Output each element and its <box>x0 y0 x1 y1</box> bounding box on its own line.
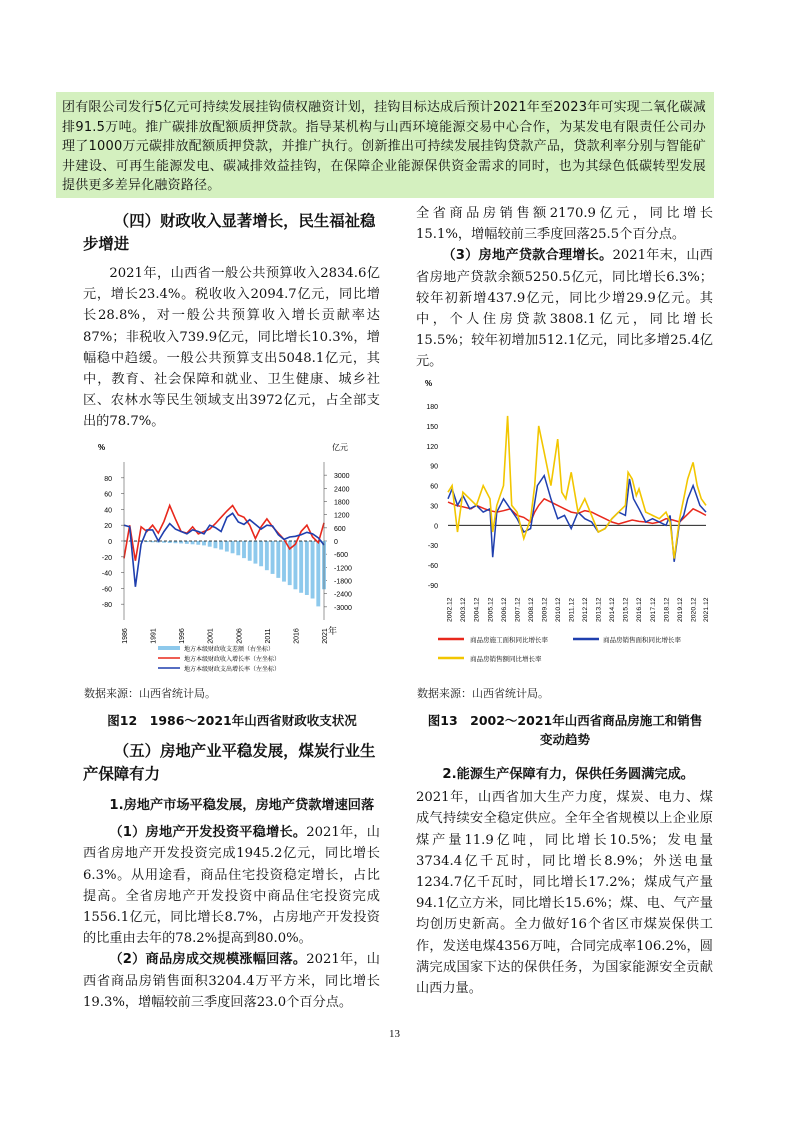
right-tick-label: 2400 <box>334 486 350 494</box>
balance-bar <box>191 541 195 544</box>
x-tick-label: 2010.12 <box>554 597 562 622</box>
x-axis-ticks <box>447 597 710 622</box>
balance-bar <box>253 541 257 564</box>
x-axis-unit: 年 <box>328 626 338 636</box>
left-tick-label: 80 <box>104 475 112 483</box>
left-tick-label: 60 <box>104 491 112 499</box>
left-tick-label: -40 <box>101 570 112 578</box>
x-tick-label: 1986 <box>122 628 129 644</box>
left-tick-label: -80 <box>101 602 112 610</box>
y-tick-label: 30 <box>430 503 438 511</box>
x-tick-label: 2016 <box>293 628 301 644</box>
balance-bar <box>265 541 269 570</box>
x-tick-label: 2014.12 <box>609 597 617 622</box>
x-tick-label: 2002.12 <box>446 597 454 622</box>
subsection-1-heading: 1.房地产市场平稳发展，房地产贷款增速回落 <box>109 798 375 813</box>
paragraph-loans-body: 2021年末，山西省房地产贷款余额5250.5亿元，同比增长6.3%；较年初新增437.9亿元，同比少增29.9亿元。其中，个人住房贷款3808.1亿元，同比增长15.5%；较年初增加512.1亿元，同比多增25.4亿元。 <box>416 248 713 370</box>
chart-12-legend <box>158 645 280 673</box>
balance-bar <box>225 541 229 552</box>
y-tick-label: 90 <box>430 463 438 471</box>
paragraph-sales-continued: 全省商品房销售额2170.9亿元，同比增长15.1%，增幅较前三季度回落25.5个百分点。 <box>416 206 713 243</box>
left-axis-ticks <box>102 476 124 609</box>
balance-bar <box>311 541 315 598</box>
right-tick-label: -600 <box>334 552 349 560</box>
subsection-2-heading: 2.能源生产保障有力，保供任务圆满完成。 <box>442 767 694 782</box>
right-tick-label: 1800 <box>334 499 350 507</box>
left-tick-label: 40 <box>104 507 112 515</box>
x-tick-label: 2006.12 <box>500 597 508 622</box>
balance-bar <box>271 541 275 574</box>
x-tick-label: 2007.12 <box>514 597 522 622</box>
x-tick-label: 2015.12 <box>622 597 630 622</box>
x-tick-label: 2017.12 <box>649 597 657 622</box>
y-tick-label: -90 <box>427 583 438 590</box>
paragraph-sales-body: 2021年，山西省商品房销售面积3204.4万平方米，同比增长19.3%，增幅较前三季度回落23.0个百分点。 <box>83 952 380 1010</box>
fig13-caption-line1: 图13 2002～2021年山西省商品房施工和销售 <box>427 713 703 728</box>
x-tick-label: 2012.12 <box>582 597 590 622</box>
left-axis-unit: % <box>98 443 106 452</box>
right-axis-unit: 亿元 <box>332 443 348 452</box>
fiscal-chart <box>84 440 384 680</box>
legend-swatch-bar <box>158 646 180 650</box>
x-tick-label: 2005.12 <box>487 597 495 622</box>
right-tick-label: 3000 <box>334 473 350 481</box>
balance-bar <box>219 541 223 550</box>
right-column-lower <box>416 764 713 999</box>
right-tick-label: -2400 <box>334 591 352 599</box>
y-tick-label: 150 <box>426 423 438 431</box>
x-tick-label: 2008.12 <box>527 597 535 622</box>
x-tick-label: 2004.12 <box>473 597 481 622</box>
chart-13-legend <box>438 635 682 663</box>
balance-bar <box>185 541 189 544</box>
right-column <box>416 203 713 373</box>
legend-label-revenue: 地方本级财政收入增长率（左坐标） <box>184 657 281 663</box>
paragraph-investment <box>83 822 380 949</box>
legend-label-balance: 地方本级财政收支差额（右坐标） <box>184 647 275 653</box>
paragraph-loans <box>416 245 713 372</box>
left-column-lower <box>83 740 380 1013</box>
y-tick-label: -30 <box>427 543 438 551</box>
fig13-caption-line2: 变动趋势 <box>539 732 590 747</box>
legend-label-sales-area: 商品房销售面积同比增长率 <box>603 637 681 644</box>
x-tick-label: 2003.12 <box>460 597 468 622</box>
balance-bar <box>236 541 240 555</box>
y-axis-unit: % <box>425 379 433 388</box>
section-4-heading: （四）财政收入显著增长，民生福祉稳步增进 <box>83 212 376 253</box>
y-tick-label: 60 <box>430 483 438 491</box>
fig13-caption <box>417 711 713 749</box>
x-tick-label: 2018.12 <box>663 597 671 622</box>
paragraph-sales-title: （2）商品房成交规模涨幅回落。 <box>109 952 307 968</box>
callout-text: 团有限公司发行5亿元可持续发展挂钩债权融资计划，挂钩目标达成后预计2021年至2023年可实现二氧化碳减排91.5万吨。推广碳排放配额质押贷款。指导某机构与山西环境能源交易中心合作，为某发电有限责任公司办理了1000万元碳排放配额质押贷款，并推广执行。创新推出可持续发展挂钩贷款产品，贷款利率分别与智能矿井建设、可再生能源发电、碳减排效益挂钩，在保障企业能源保供资金需求的同时，也为其绿色低碳转型发展提供更多差异化融资路径。 <box>62 100 706 194</box>
x-tick-label: 2009.12 <box>541 597 549 622</box>
x-tick-label: 1996 <box>179 628 187 644</box>
balance-bar <box>282 541 286 582</box>
x-tick-label: 2006 <box>236 628 244 644</box>
balance-bar <box>299 541 303 593</box>
balance-bar <box>231 541 235 553</box>
paragraph-investment-title: （1）房地产开发投资平稳增长。 <box>109 825 307 841</box>
right-tick-label: -1200 <box>334 565 352 573</box>
legend-label-sales-value: 商品房销售额同比增长率 <box>470 656 542 663</box>
balance-bar <box>276 541 280 578</box>
balance-bar <box>202 541 206 545</box>
legend-label-expenditure: 地方本级财政支出增长率（左坐标） <box>184 667 281 673</box>
balance-bar <box>248 541 252 561</box>
right-tick-label: -3000 <box>334 604 352 612</box>
section-4-paragraph: 2021年，山西省一般公共预算收入2834.6亿元，增长23.4%。税收收入2094.7亿元，同比增长28.8%，对一般公共预算收入增长贡献率达87%；非税收入739.9亿元，同比增长10.3%，增幅稳中趋缓。一般公共预算支出5048.1亿元，其中，教育、社会保障和就业、卫生健康、城乡社区、农林水等民生领域支出3972亿元，占全部支出的78.7%。 <box>83 266 380 430</box>
x-tick-label: 2020.12 <box>690 597 698 622</box>
x-tick-label: 2013.12 <box>595 597 603 622</box>
left-tick-label: -60 <box>101 586 112 594</box>
page-number: 13 <box>389 1028 400 1040</box>
left-tick-label: 0 <box>108 539 112 546</box>
paragraph-loans-title: （3）房地产贷款合理增长。 <box>442 248 613 264</box>
x-tick-label: 2001 <box>207 628 215 644</box>
balance-bar <box>213 541 217 548</box>
x-tick-label: 2011 <box>264 628 272 644</box>
y-axis-ticks <box>426 404 438 590</box>
x-tick-label: 2021.12 <box>703 597 710 622</box>
section-5-heading: （五）房地产业平稳发展，煤炭行业生产保障有力 <box>83 742 376 783</box>
sales-value-line <box>448 416 706 559</box>
left-column <box>83 210 380 433</box>
y-tick-label: 180 <box>426 404 438 411</box>
x-axis-ticks <box>122 628 329 644</box>
balance-bar <box>196 541 200 545</box>
balance-bar <box>305 541 309 595</box>
balance-bar <box>242 541 246 558</box>
fig13-source: 数据来源：山西省统计局。 <box>417 687 549 700</box>
fig12-caption: 图12 1986～2021年山西省财政收支状况 <box>107 713 357 728</box>
fig12-source: 数据来源：山西省统计局。 <box>84 687 216 700</box>
x-tick-label: 2021 <box>322 628 329 644</box>
x-tick-label: 2016.12 <box>636 597 644 622</box>
right-tick-label: -1800 <box>334 578 352 586</box>
real-estate-chart <box>418 370 714 680</box>
balance-bars <box>122 541 326 606</box>
highlight-callout <box>56 92 714 198</box>
left-tick-label: 20 <box>104 523 112 531</box>
balance-bar <box>316 541 320 606</box>
balance-bar <box>208 541 212 547</box>
paragraph-energy: 2021年，山西省加大生产力度，煤炭、电力、煤成气持续安全稳定供应。全年全省规模以上企业原煤产量11.9亿吨，同比增长10.5%；发电量3734.4亿千瓦时，同比增长8.9%；外送电量1234.7亿千瓦时，同比增长17.2%；煤成气产量94.1亿立方米，同比增长15.6%；煤、电、气产量均创历史新高。全力做好16个省区市煤炭保供工作，发送电煤4356万吨，合同完成率106.2%，圆满完成国家下达的保供任务，为国家能源安全贡献山西力量。 <box>416 790 713 997</box>
balance-bar <box>293 541 297 589</box>
y-tick-label: 0 <box>434 523 438 531</box>
left-tick-label: -20 <box>101 554 112 562</box>
y-tick-label: -60 <box>427 563 438 571</box>
right-tick-label: 600 <box>334 525 346 533</box>
paragraph-sales <box>83 949 380 1013</box>
right-tick-label: 0 <box>334 539 338 546</box>
balance-bar <box>259 541 263 566</box>
right-axis-ticks <box>324 473 352 612</box>
x-tick-label: 2019.12 <box>676 597 684 622</box>
legend-label-construction: 商品房施工面积同比增长率 <box>470 637 548 644</box>
paragraph-investment-body: 2021年，山西省房地产开发投资完成1945.2亿元，同比增长6.3%。从用途看，商品住宅投资稳定增长，占比提高。全省房地产开发投资中商品住宅投资完成1556.1亿元，同比增长8.7%，占房地产开发投资的比重由去年的78.2%提高到80.0%。 <box>83 825 380 947</box>
x-tick-label: 2011.12 <box>568 597 576 622</box>
right-tick-label: 1200 <box>334 512 350 520</box>
y-tick-label: 120 <box>426 443 438 451</box>
x-tick-label: 1991 <box>150 628 158 644</box>
